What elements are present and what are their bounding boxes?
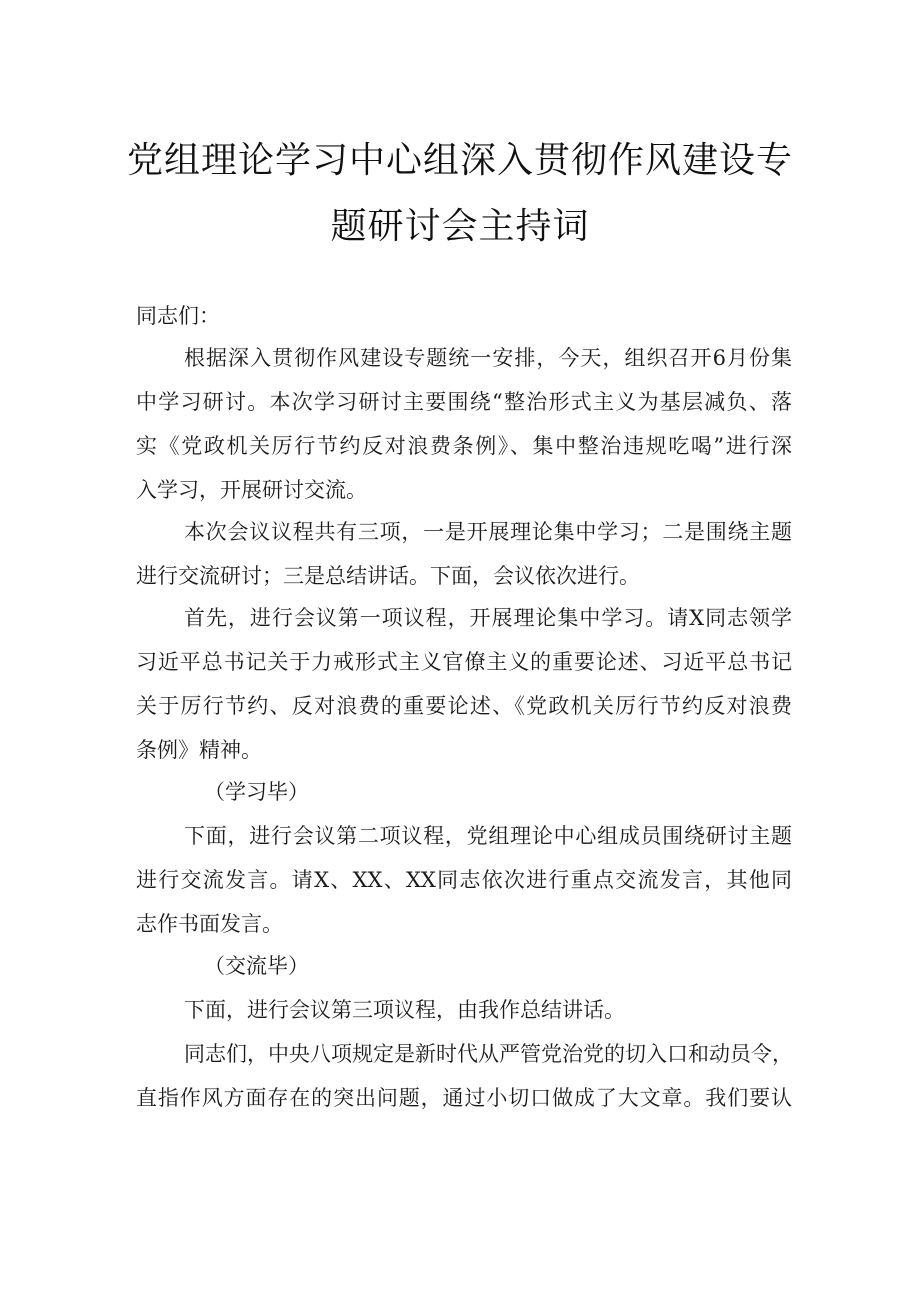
- paragraph-1-line-2: 中学习研讨。本次学习研讨主要围绕“整治形式主义为基层减负、落: [136, 390, 792, 414]
- document-title-line-1: 党组理论学习中心组深入贯彻作风建设专: [126, 140, 793, 181]
- interlude-exchange-done: （交流毕）: [204, 954, 309, 978]
- paragraph-5-line-1: 下面，进行会议第三项议程，由我作总结讲话。: [184, 998, 625, 1022]
- paragraph-2-line-2: 进行交流研讨；三是总结讲话。下面，会议依次进行。: [136, 564, 640, 588]
- document-title-line-2: 题研讨会主持词: [330, 206, 590, 247]
- paragraph-3-line-1: 首先，进行会议第一项议程，开展理论集中学习。请X同志领学: [184, 606, 792, 630]
- paragraph-1-line-1: 根据深入贯彻作风建设专题统一安排，今天，组织召开6月份集: [184, 346, 792, 370]
- paragraph-3-line-3: 关于厉行节约、反对浪费的重要论述、《党政机关厉行节约反对浪费: [136, 694, 792, 718]
- paragraph-4-line-2: 进行交流发言。请X、XX、XX同志依次进行重点交流发言，其他同: [136, 868, 792, 892]
- interlude-study-done: （学习毕）: [204, 780, 309, 804]
- paragraph-6-line-1: 同志们，中央八项规定是新时代从严管党治党的切入口和动员令，: [184, 1042, 793, 1066]
- paragraph-4-line-1: 下面，进行会议第二项议程，党组理论中心组成员围绕研讨主题: [184, 824, 792, 848]
- paragraph-3-line-2: 习近平总书记关于力戒形式主义官僚主义的重要论述、习近平总书记: [136, 650, 792, 674]
- paragraph-4-line-3: 志作书面发言。: [136, 912, 283, 936]
- paragraph-1-line-4: 入学习，开展研讨交流。: [136, 478, 367, 502]
- paragraph-1-line-3: 实《党政机关厉行节约反对浪费条例》、集中整治违规吃喝”进行深: [136, 434, 792, 458]
- paragraph-6-line-2: 直指作风方面存在的突出问题，通过小切口做成了大文章。我们要认: [136, 1086, 792, 1110]
- paragraph-3-line-4: 条例》精神。: [136, 738, 262, 762]
- paragraph-2-line-1: 本次会议议程共有三项，一是开展理论集中学习；二是围绕主题: [184, 520, 792, 544]
- salutation: 同志们：: [136, 304, 220, 328]
